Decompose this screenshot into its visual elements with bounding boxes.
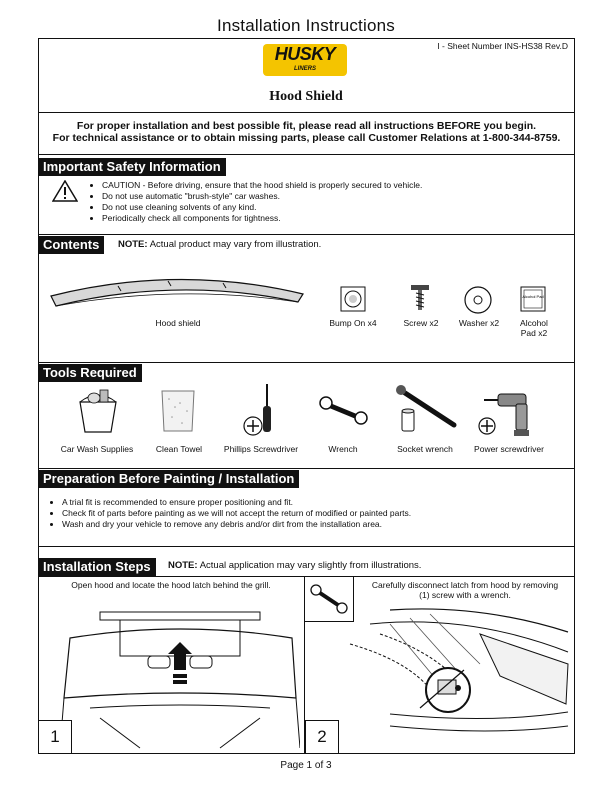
- alcohol-label-line2: Pad x2: [520, 328, 548, 338]
- warning-icon: [52, 180, 78, 202]
- logo-sub-text: LINERS: [293, 66, 316, 72]
- phillips-screwdriver-icon: [242, 382, 282, 438]
- alcohol-pad-icon-text: Alcohol Pad: [522, 294, 544, 299]
- tool-label: Wrench: [328, 444, 358, 454]
- step-2-text: [356, 580, 574, 600]
- product-name: Hood Shield: [269, 89, 343, 104]
- bump-on-label: Bump On x4: [329, 318, 377, 328]
- safety-item: • Periodically check all components for tightness.: [102, 213, 542, 224]
- preparation-item: • Wash and dry your vehicle to remove any debris and/or dirt from the installation area.: [62, 519, 562, 530]
- washer-icon: [463, 285, 493, 315]
- tool-label: Clean Towel: [155, 444, 203, 454]
- socket-wrench-icon: [394, 383, 460, 435]
- safety-item: • Do not use cleaning solvents of any kind.: [102, 202, 542, 213]
- note-text: Actual product may vary from illustration.: [149, 239, 322, 250]
- divider: [38, 234, 575, 235]
- divider: [38, 154, 575, 155]
- intro-line-2: For technical assistance or to obtain missing parts, please call Customer Relations at 1-800-344-8759.: [52, 132, 561, 144]
- step-2-text-line2: (1) screw with a wrench.: [419, 590, 511, 600]
- intro-line-1: For proper installation and best possible fit, please read all instructions BEFORE you begin.: [76, 120, 537, 132]
- towel-icon: [160, 389, 196, 433]
- step-1-illustration: [60, 598, 300, 752]
- divider: [38, 362, 575, 363]
- contents-note: [118, 239, 321, 250]
- tool-label: Power screwdriver: [474, 444, 544, 454]
- steps-note: [168, 560, 421, 571]
- wrench-icon: [318, 394, 370, 426]
- note-label: NOTE:: [168, 560, 198, 571]
- contents-heading: Contents: [38, 236, 104, 254]
- bump-on-icon: [340, 286, 366, 312]
- alcohol-pad-icon: [520, 286, 546, 312]
- bucket-icon: [76, 388, 120, 434]
- washer-label: Washer x2: [458, 318, 500, 328]
- step-2-text-line1: Carefully disconnect latch from hood by removing: [371, 580, 559, 590]
- alcohol-label-line1: Alcohol: [520, 318, 548, 328]
- note-text: Actual application may vary slightly from illustrations.: [199, 560, 422, 571]
- safety-list: [92, 180, 542, 224]
- safety-heading: Important Safety Information: [38, 158, 226, 176]
- step-2-illustration: [330, 604, 572, 752]
- logo-main-text: HUSKY: [274, 44, 336, 64]
- divider: [38, 112, 575, 113]
- note-label: NOTE:: [118, 239, 148, 250]
- divider: [38, 468, 575, 469]
- page-number: Page 1 of 3: [280, 760, 332, 771]
- safety-item: • Do not use automatic "brush-style" car washes.: [102, 191, 542, 202]
- safety-item: • CAUTION - Before driving, ensure that the hood shield is properly secured to vehicle.: [102, 180, 542, 191]
- step-1-number: 1: [38, 720, 72, 754]
- document-title: Installation Instructions: [217, 16, 395, 35]
- step-2-number: 2: [305, 720, 339, 754]
- hood-shield-label: Hood shield: [155, 318, 201, 328]
- divider: [38, 546, 575, 547]
- tool-label: Socket wrench: [397, 444, 453, 454]
- screw-label: Screw x2: [403, 318, 439, 328]
- preparation-heading: Preparation Before Painting / Installation: [38, 470, 299, 488]
- sheet-number: I - Sheet Number INS-HS38 Rev.D: [437, 41, 568, 51]
- alcohol-pad-label: [512, 318, 556, 338]
- power-screwdriver-icon: [476, 386, 544, 438]
- tool-label: Phillips Screwdriver: [223, 444, 299, 454]
- screw-icon: [408, 284, 432, 314]
- preparation-item: • Check fit of parts before painting as we will not accept the return of modified or painted parts.: [62, 508, 562, 519]
- preparation-list: [52, 497, 562, 530]
- tools-heading: Tools Required: [38, 364, 142, 382]
- preparation-item: • A trial fit is recommended to ensure proper positioning and fit.: [62, 497, 562, 508]
- steps-heading: Installation Steps: [38, 558, 156, 576]
- hood-shield-illustration: [48, 270, 308, 314]
- tool-label: Car Wash Supplies: [60, 444, 134, 454]
- step-1-text: Open hood and locate the hood latch behind the grill.: [71, 580, 271, 590]
